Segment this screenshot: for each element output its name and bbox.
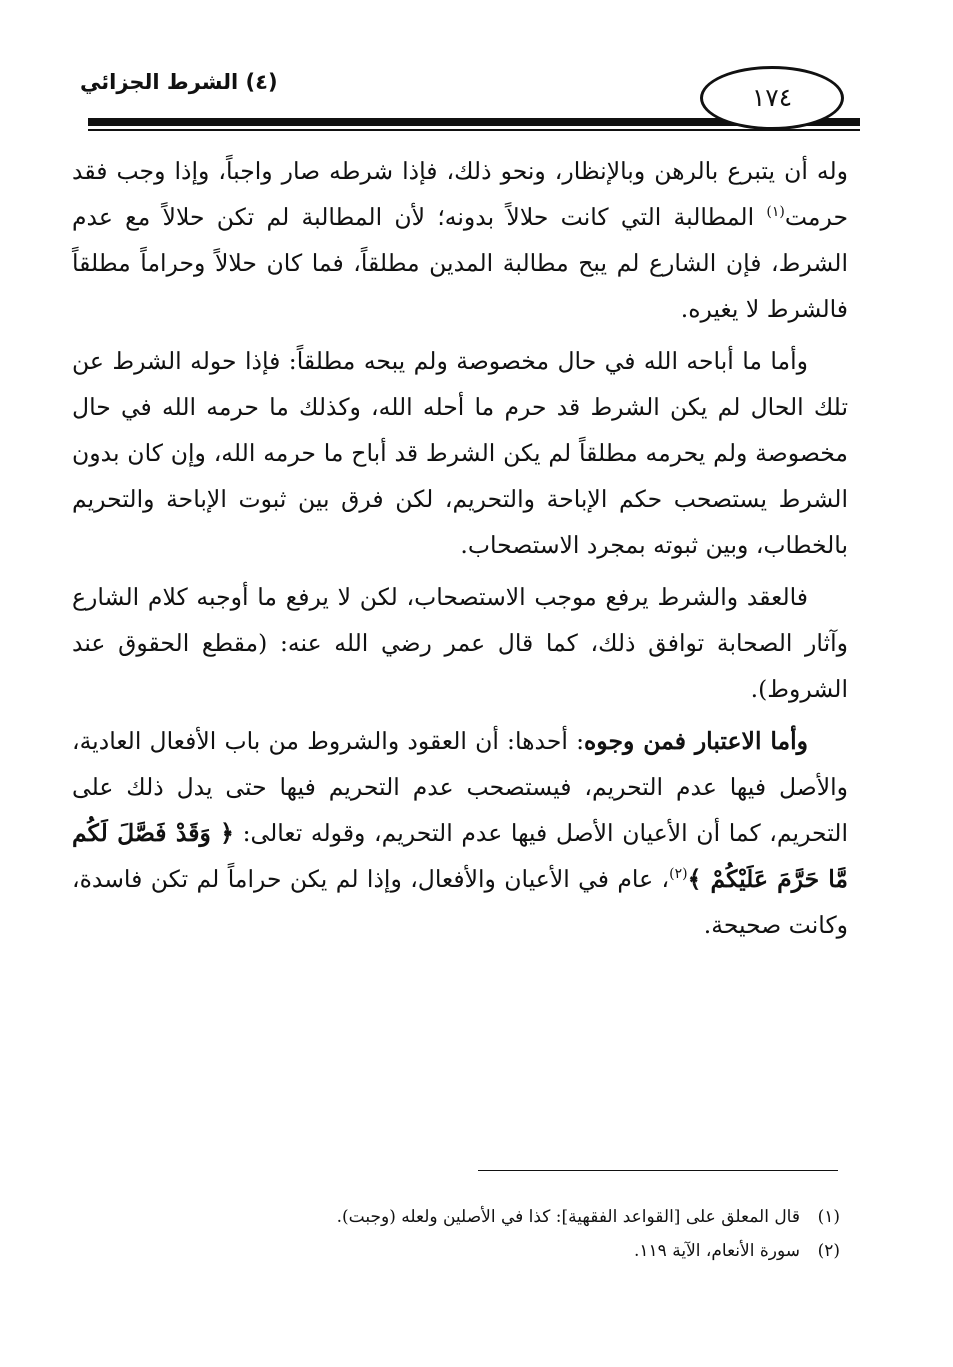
footnote-1-number: (١): [817, 1207, 840, 1227]
footnote-2-text: سورة الأنعام، الآية ١١٩.: [634, 1241, 800, 1261]
paragraph-4-part-1: : أحدها: أن العقود والشروط من باب الأفعال العادية، والأصل فيها عدم التحريم، فيستصحب عدم التحريم فيها حتى يدل ذلك على التحريم، كما أن الأعيان الأصل فيها عدم التحريم، وقوله تعالى:: [72, 727, 848, 847]
paragraph-4-lead: وأما الاعتبار فمن وجوه: [584, 727, 808, 755]
main-text: [72, 148, 848, 954]
paragraph-1-part-2: المطالبة التي كانت حلالاً بدونه؛ لأن المطالبة لم تكن حلالاً مع عدم الشرط، فإن الشارع لم يبح مطالبة المدين مطلقاً، فما كان حلالاً وحراماً مطلقاً فالشرط لا يغيره.: [72, 203, 848, 323]
quran-verse: ﴿ وَقَدْ فَصَّلَ لَكُم مَّا حَرَّمَ عَلَيْكُمْ ﴾: [72, 819, 848, 893]
paragraph-2: وأما ما أباحه الله في حال مخصوصة ولم يبحه مطلقاً: فإذا حوله الشرط عن تلك الحال لم يكن الشرط قد حرم ما أحله الله، وكذلك ما حرمه الله في حال مخصوصة ولم يحرمه مطلقاً لم يكن الشرط قد أباح ما حرمه الله، وإن كان بدون الشرط يستصحب حكم الإباحة والتحريم، لكن فرق بين ثبوت الإباحة والتحريم بالخطاب، وبين ثبوته بمجرد الاستصحاب.: [72, 347, 848, 559]
paragraph-4: [72, 718, 848, 948]
header-rule-thin: [88, 129, 860, 131]
footnote-separator: [478, 1170, 838, 1171]
page-header: [70, 62, 860, 142]
paragraph-1-part-1: وله أن يتبرع بالرهن وبالإنظار، ونحو ذلك، فإذا شرطه صار واجباً، وإذا وجب فقد حرمت: [72, 157, 848, 231]
footnote-1: [300, 1200, 840, 1234]
page-number: ١٧٤: [751, 83, 793, 112]
footnote-ref-1: (١): [766, 204, 785, 221]
footnote-2-number: (٢): [817, 1241, 840, 1261]
paragraph-4-part-2: ، عام في الأعيان والأفعال، وإذا لم يكن حراماً لم تكن فاسدة، وكانت صحيحة.: [72, 865, 848, 939]
page-number-oval: [700, 66, 844, 130]
footnote-ref-2: (٢): [669, 866, 688, 883]
footnote-2: [300, 1234, 840, 1268]
running-title: (٤) الشرط الجزائي: [80, 70, 278, 94]
footnote-1-text: قال المعلق على [القواعد الفقهية]: كذا في الأصلين ولعله (وجبت).: [336, 1207, 800, 1227]
paragraph-1: [72, 148, 848, 332]
footnotes: [300, 1200, 840, 1268]
paragraph-3: فالعقد والشرط يرفع موجب الاستصحاب، لكن لا يرفع ما أوجبه كلام الشارع وآثار الصحابة توافق ذلك، كما قال عمر رضي الله عنه: (مقطع الحقوق عند الشروط).: [72, 583, 848, 703]
